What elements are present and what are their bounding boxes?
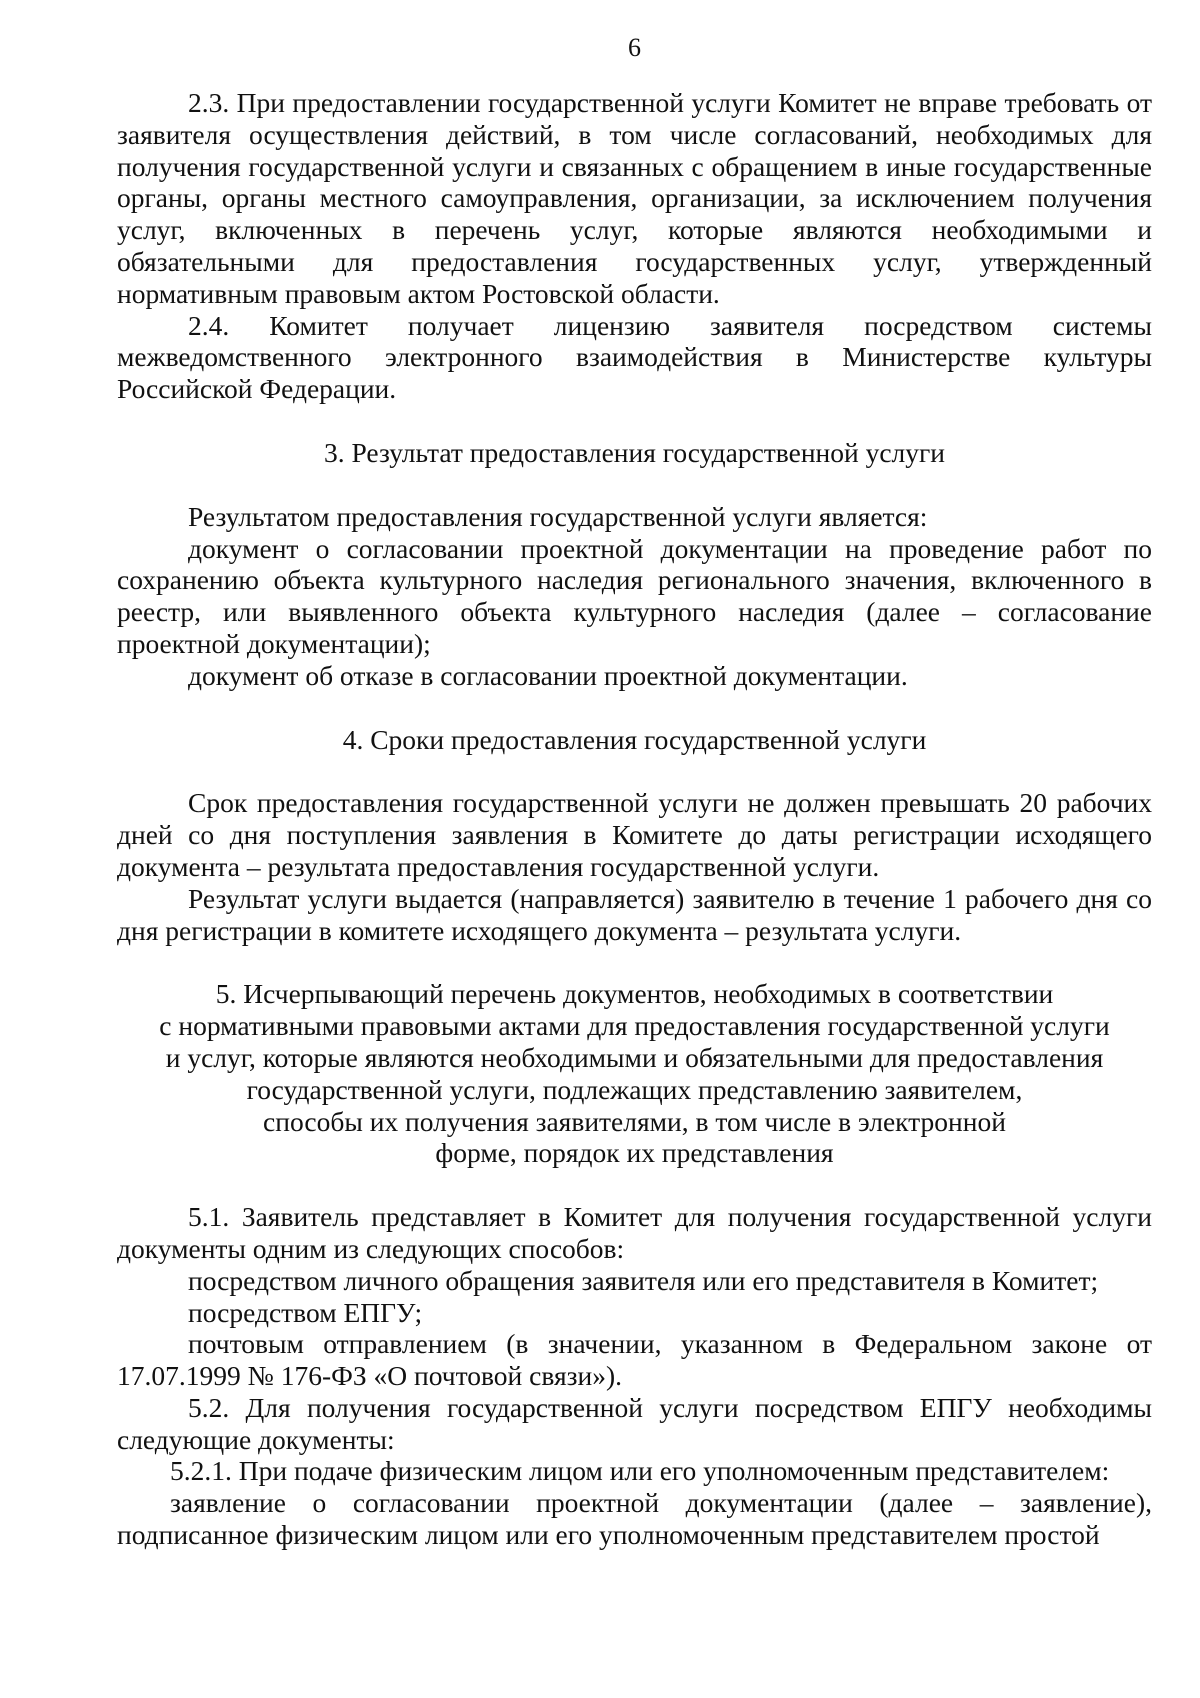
paragraph-3-item-1: документ о согласовании проектной документации на проведение работ по сохранению объекта культурного наследия регионального значения, включенного в реестр, или выявленного объекта культурного наследия (далее – согласование проектной документации); bbox=[117, 532, 1152, 659]
paragraph-5-2-1: 5.2.1. При подаче физическим лицом или его уполномоченным представителем: bbox=[170, 1455, 1110, 1487]
heading-line: государственной услуги, подлежащих представлению заявителем, bbox=[246, 1073, 1023, 1105]
paragraph-3-item-2: документ об отказе в согласовании проектной документации. bbox=[188, 659, 908, 691]
paragraph-4-2: Результат услуги выдается (направляется) заявителю в течение 1 рабочего дня со дня регистрации в комитете исходящего документа – результата услуги. bbox=[117, 882, 1152, 946]
section-heading-4: 4. Сроки предоставления государственной услуги bbox=[342, 723, 927, 755]
paragraph-5-2: 5.2. Для получения государственной услуги посредством ЕПГУ необходимы следующие документы: bbox=[117, 1391, 1152, 1455]
section-heading-3: 3. Результат предоставления государственной услуги bbox=[323, 436, 946, 468]
paragraph-5-1-item-1: посредством личного обращения заявителя или его представителя в Комитет; bbox=[188, 1264, 1099, 1296]
paragraph-5-2-1-item-1: заявление о согласовании проектной документации (далее – заявление), подписанное физическим лицом или его уполномоченным представителем простой bbox=[117, 1487, 1152, 1551]
paragraph-5-1-item-3: почтовым отправлением (в значении, указанном в Федеральном законе от 17.07.1999 № 176-ФЗ «О почтовой связи»). bbox=[117, 1328, 1152, 1392]
spacer bbox=[117, 692, 1152, 724]
spacer bbox=[117, 755, 1152, 787]
spacer bbox=[117, 946, 1152, 978]
paragraph-3-intro: Результатом предоставления государственной услуги является: bbox=[188, 500, 928, 532]
spacer bbox=[117, 1169, 1152, 1201]
paragraph-5-1-item-2: посредством ЕПГУ; bbox=[188, 1296, 423, 1328]
heading-line: способы их получения заявителями, в том числе в электронной bbox=[263, 1105, 1006, 1137]
section-heading-5 bbox=[117, 978, 1152, 1169]
spacer bbox=[117, 405, 1152, 437]
paragraph-2-3: 2.3. При предоставлении государственной услуги Комитет не вправе требовать от заявителя осуществления действий, в том числе согласований, необходимых для получения государственной услуги и связанных с обращением в иные государственные органы, органы местного самоуправления, организации, за исключением получения услуг, включенных в перечень услуг, которые являются необходимыми и обязательными для предоставления государственных услуг, утвержденный нормативным правовым актом Ростовской области. bbox=[117, 87, 1152, 309]
paragraph-5-1: 5.1. Заявитель представляет в Комитет для получения государственной услуги документы одним из следующих способов: bbox=[117, 1201, 1152, 1264]
heading-line: и услуг, которые являются необходимыми и обязательными для предоставления bbox=[165, 1041, 1104, 1073]
spacer bbox=[117, 469, 1152, 501]
heading-line: с нормативными правовыми актами для предоставления государственной услуги bbox=[159, 1010, 1110, 1042]
heading-line: 5. Исчерпывающий перечень документов, необходимых в соответствии bbox=[215, 978, 1054, 1010]
paragraph-4-1: Срок предоставления государственной услуги не должен превышать 20 рабочих дней со дня поступления заявления в Комитете до даты регистрации исходящего документа – результата предоставления государственной услуги. bbox=[117, 787, 1152, 882]
paragraph-2-4: 2.4. Комитет получает лицензию заявителя посредством системы межведомственного электронного взаимодействия в Министерстве культуры Российской Федерации. bbox=[117, 309, 1152, 405]
heading-line: форме, порядок их представления bbox=[435, 1137, 834, 1169]
page-number: 6 bbox=[628, 33, 641, 62]
document-page bbox=[117, 32, 1152, 1551]
